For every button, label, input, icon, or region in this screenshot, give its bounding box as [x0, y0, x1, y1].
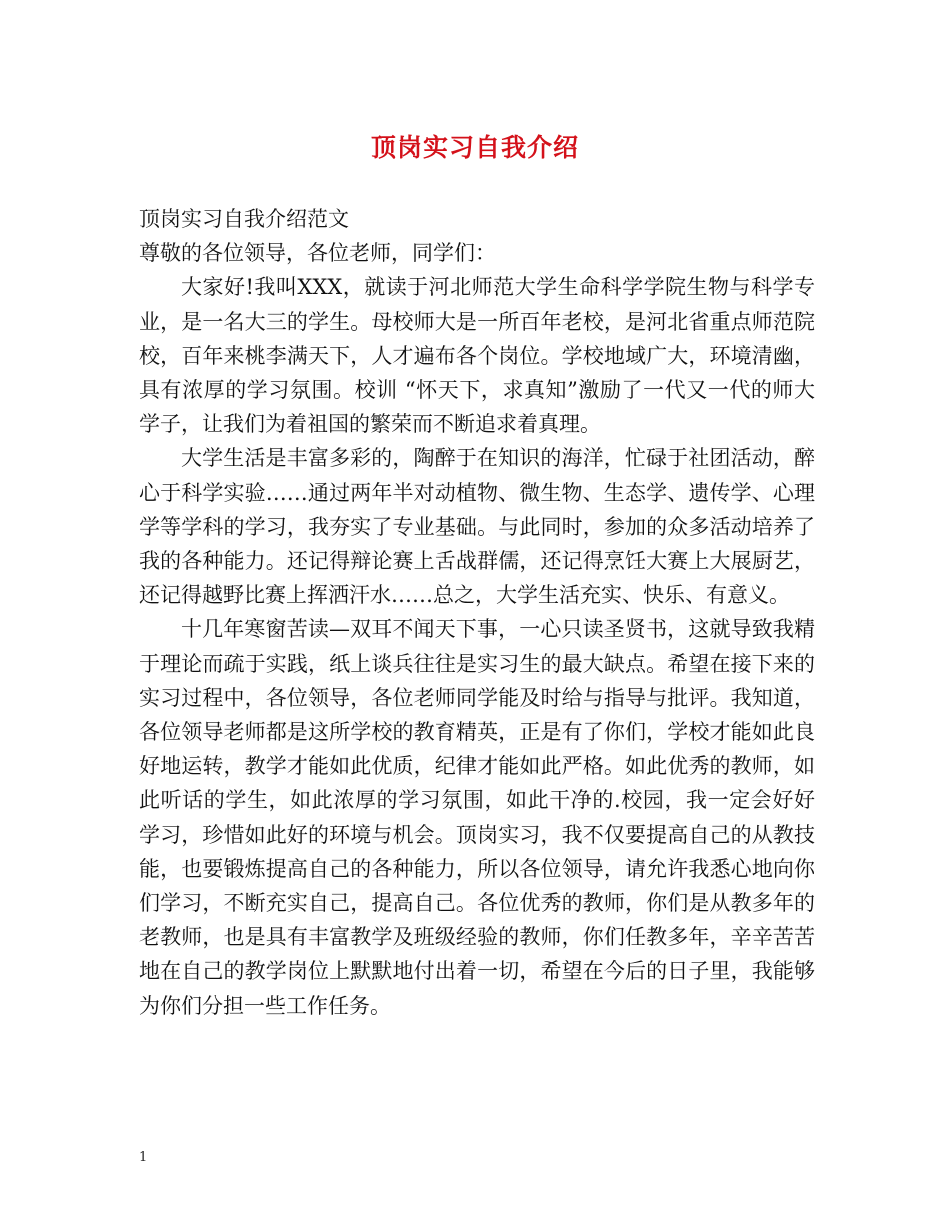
paragraph-2: 大学生活是丰富多彩的，陶醉于在知识的海洋，忙碌于社团活动，醉心于科学实验……通过两年半对动植物、微生物、生态学、遗传学、心理学等学科的学习，我夯实了专业基础。与此同时，参加的众多活动培养了我的各种能力。还记得辩论赛上舌战群儒，还记得烹饪大赛上大展厨艺，还记得越野比赛上挥洒汗水……总之，大学生活充实、快乐、有意义。	[139, 446, 815, 608]
document-subtitle: 顶岗实习自我介绍范文	[139, 207, 349, 231]
paragraph-1: 大家好!我叫XXX，就读于河北师范大学生命科学学院生物与科学专业，是一名大三的学生。母校师大是一所百年老校，是河北省重点师范院校，百年来桃李满天下，人才遍布各个岗位。学校地域广大，环境清幽，具有浓厚的学习氛围。校训 “怀天下，求真知”激励了一代又一代的师大学子，让我们为着祖国的繁荣而不断追求着真理。	[139, 275, 815, 437]
document-title: 顶岗实习自我介绍	[370, 133, 579, 162]
page-number: 1	[139, 1150, 148, 1165]
document-body	[139, 202, 815, 1023]
salutation: 尊敬的各位领导，各位老师，同学们：	[139, 241, 496, 266]
paragraph-3: 十几年寒窗苦读—双耳不闻天下事，一心只读圣贤书，这就导致我精于理论而疏于实践，纸上谈兵往往是实习生的最大缺点。希望在接下来的实习过程中，各位领导，各位老师同学能及时给与指导与批评。我知道，各位领导老师都是这所学校的教育精英，正是有了你们，学校才能如此良好地运转，教学才能如此优质，纪律才能如此严格。如此优秀的教师，如此听话的学生，如此浓厚的学习氛围，如此干净的.校园，我一定会好好学习，珍惜如此好的环境与机会。顶岗实习，我不仅要提高自己的从教技能，也要锻炼提高自己的各种能力，所以各位领导，请允许我悉心地向你们学习，不断充实自己，提高自己。各位优秀的教师，你们是从教多年的老教师，也是具有丰富教学及班级经验的教师，你们任教多年，辛辛苦苦地在自己的教学岗位上默默地付出着一切，希望在今后的日子里，我能够为你们分担一些工作任务。	[139, 617, 815, 1018]
